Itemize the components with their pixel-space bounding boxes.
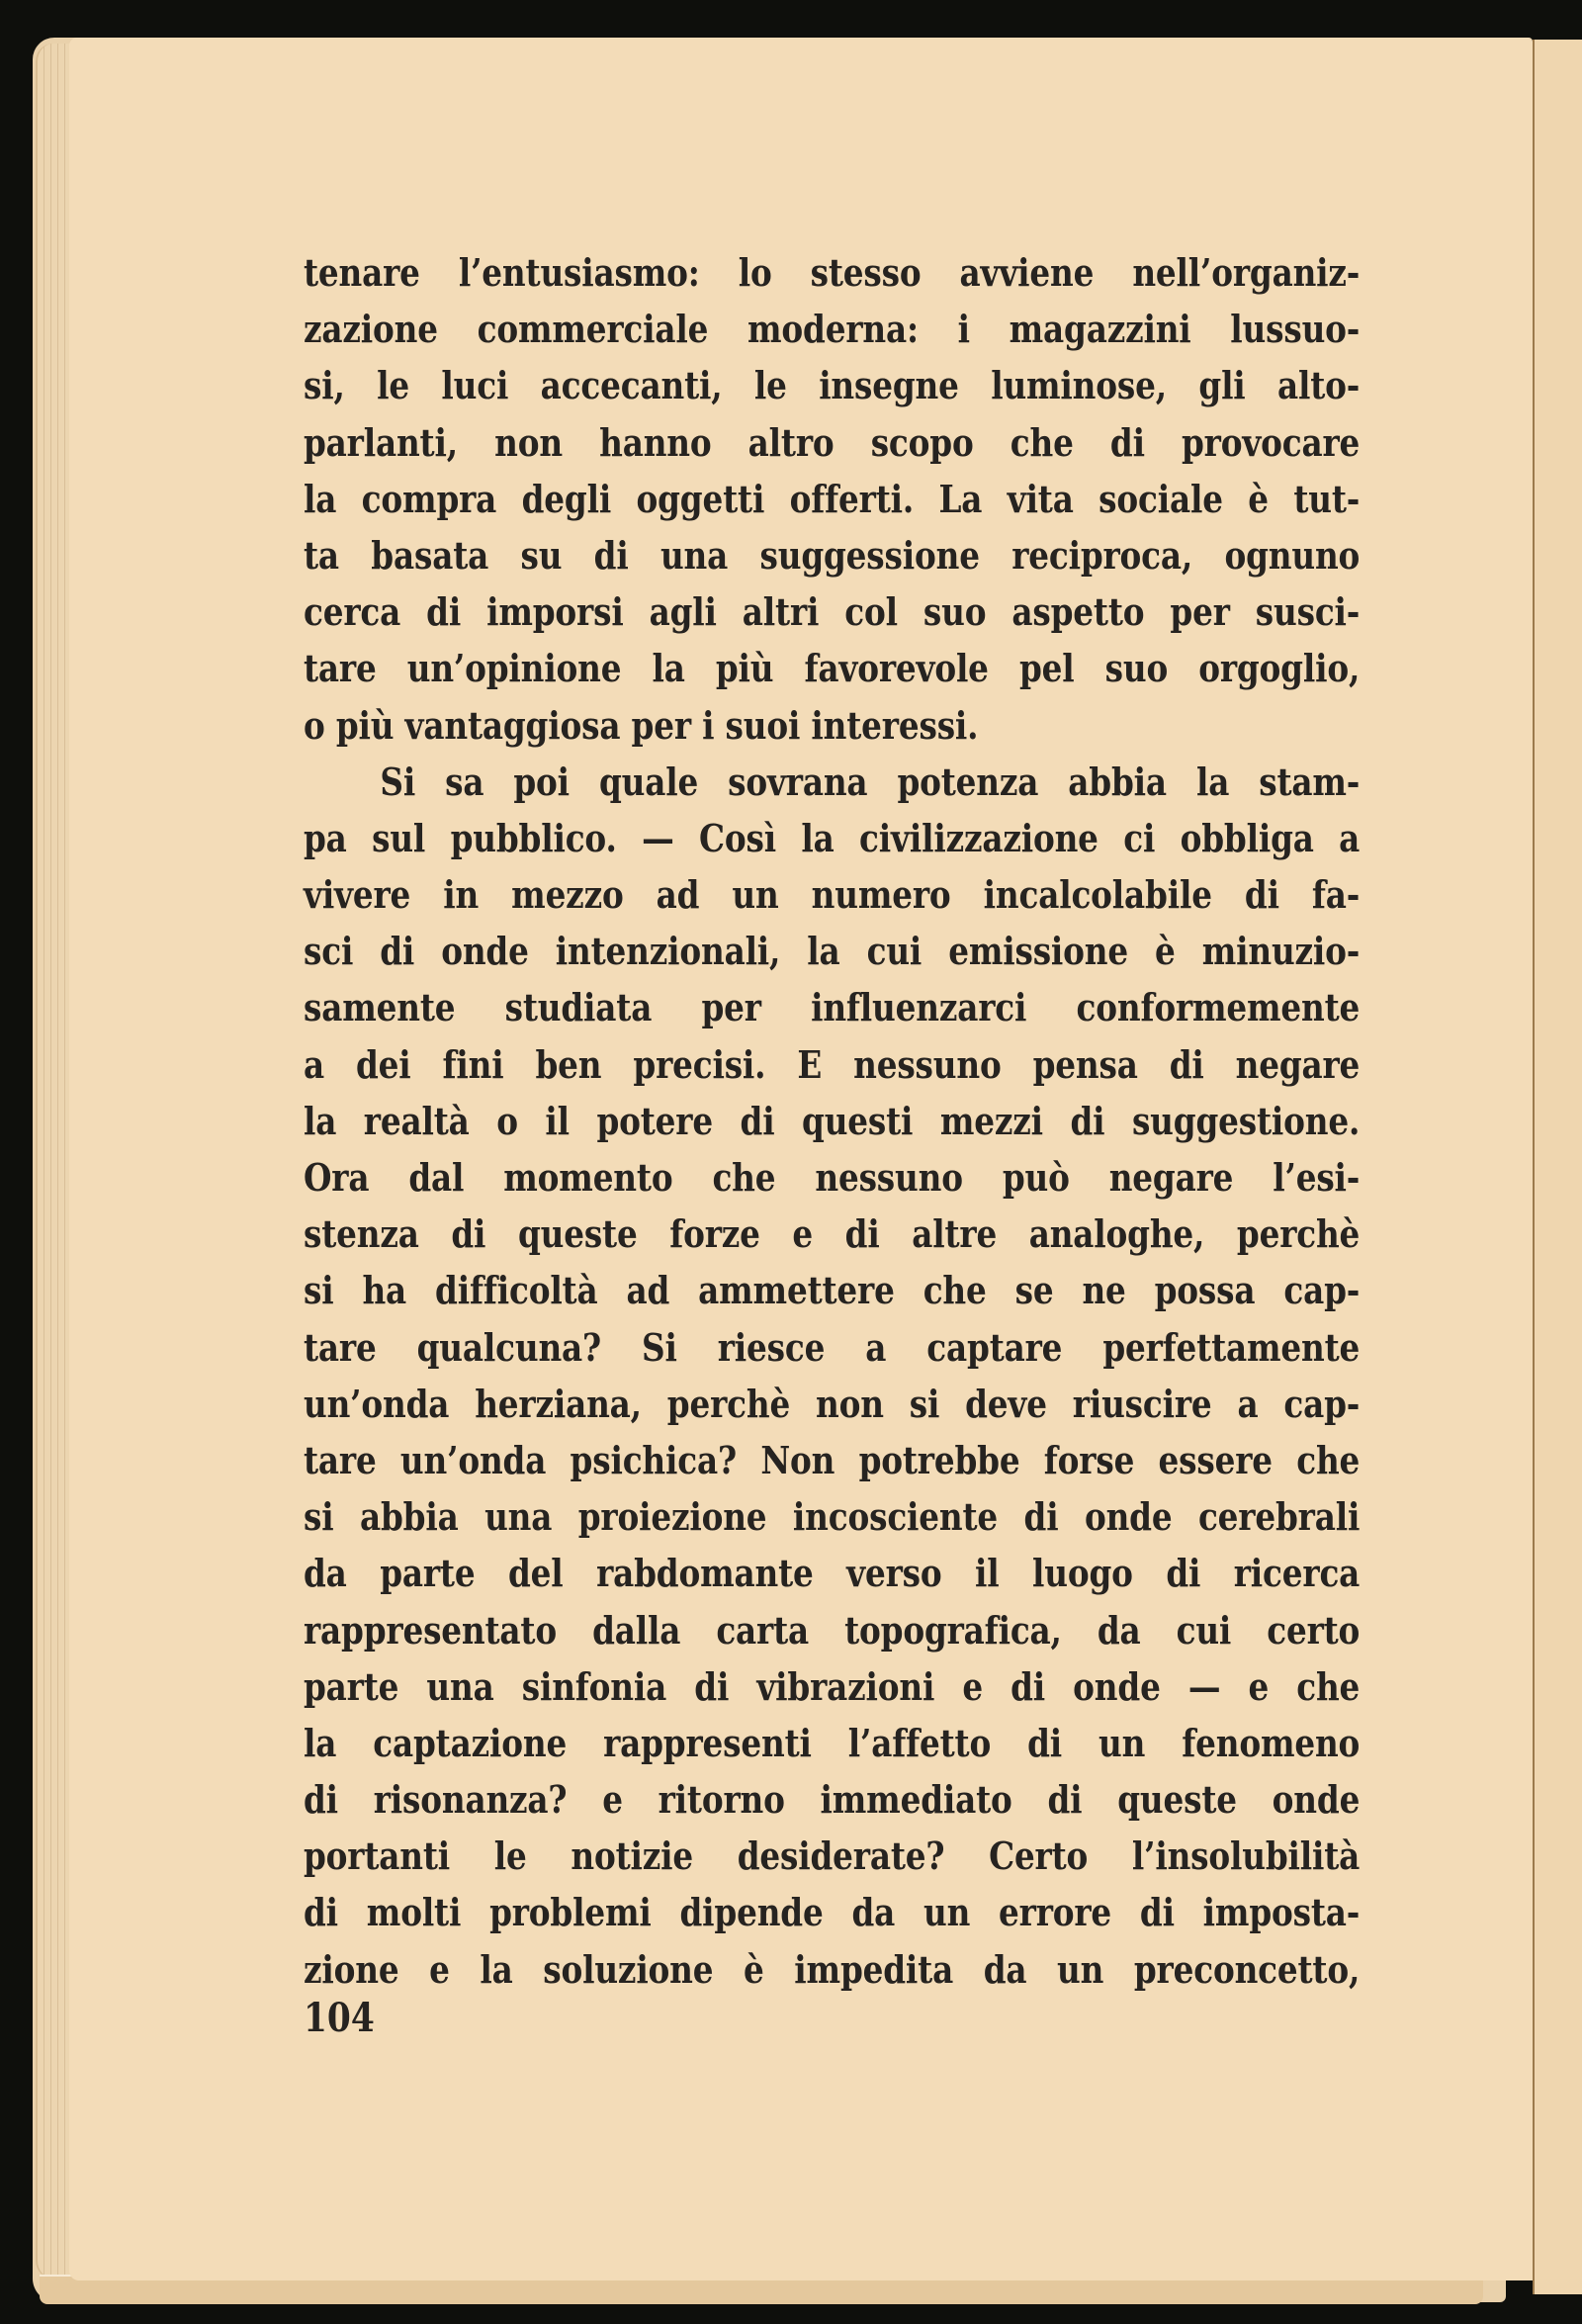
text-line: la realtà o il potere di questi mezzi di suggestione. [304,1098,1361,1143]
text-line: da parte del rabdomante verso il luogo di ricerca [304,1551,1361,1596]
text-line-paragraph-end: o più vantaggiosa per i suoi interessi. [304,702,979,748]
text-line: rappresentato dalla carta topografica, da cui certo [304,1607,1361,1653]
text-line-paragraph-start: Si sa poi quale sovrana potenza abbia la stam- [380,759,1361,804]
text-line: si ha difficoltà ad ammettere che se ne possa cap- [304,1268,1361,1313]
page-number: 104 [304,1995,375,2041]
text-line: ta basata su di una suggessione reciproca, ognuno [304,532,1361,578]
text-line: vivere in mezzo ad un numero incalcolabile di fa- [304,872,1361,918]
text-line: zione e la soluzione è impedita da un preconcetto, [304,1946,1361,1992]
text-line: la captazione rappresenti l’affetto di un fenomeno [304,1720,1361,1765]
text-line: tare un’opinione la più favorevole pel suo orgoglio, [304,646,1361,691]
text-line: tare qualcuna? Si riesce a captare perfettamente [304,1324,1361,1370]
facing-page-edge [1533,40,1582,2294]
text-line: a dei fini ben precisi. E nessuno pensa di negare [304,1041,1361,1087]
text-line: tare un’onda psichica? Non potrebbe forse essere che [304,1437,1361,1482]
text-line: samente studiata per influenzarci conformemente [304,985,1361,1030]
text-line: si, le luci accecanti, le insegne luminose, gli alto- [304,363,1361,408]
text-line: cerca di imporsi agli altri col suo aspetto per susci- [304,589,1361,635]
text-line: di risonanza? e ritorno immediato di queste onde [304,1777,1361,1823]
text-line: di molti problemi dipende da un errore di imposta- [304,1890,1361,1935]
text-line: la compra degli oggetti offerti. La vita sociale è tut- [304,476,1361,521]
text-line: stenza di queste forze e di altre analoghe, perchè [304,1211,1361,1257]
text-line: portanti le notizie desiderate? Certo l’insolubilità [304,1833,1361,1879]
body-text [304,244,1360,1998]
text-line: parlanti, non hanno altro scopo che di provocare [304,419,1361,465]
text-line: tenare l’entusiasmo: lo stesso avviene nell’organiz- [304,250,1361,295]
text-line: pa sul pubblico. — Così la civilizzazione ci obbliga a [304,815,1361,860]
text-line: Ora dal momento che nessuno può negare l’esi- [304,1155,1361,1200]
text-line: si abbia una proiezione incosciente di onde cerebrali [304,1494,1361,1540]
text-line: parte una sinfonia di vibrazioni e di onde — e che [304,1663,1361,1709]
text-line: un’onda herziana, perchè non si deve riuscire a cap- [304,1381,1361,1426]
text-line: sci di onde intenzionali, la cui emissione è minuzio- [304,929,1361,974]
text-line: zazione commerciale moderna: i magazzini lussuo- [304,307,1361,352]
